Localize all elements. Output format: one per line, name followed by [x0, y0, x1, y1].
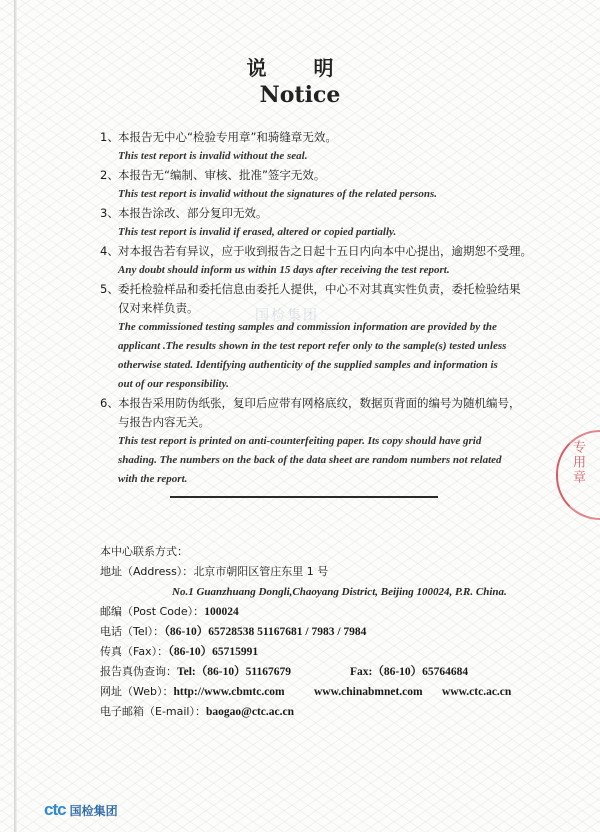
fax-label: 传真（Fax）：: [100, 645, 169, 658]
notice-number: 5、: [100, 282, 119, 296]
postcode-value: 100024: [204, 606, 239, 618]
notice-item: [100, 204, 540, 242]
fax-value: （86-10）65715991: [168, 646, 259, 658]
notice-english-text: otherwise stated. Identifying authenticity of the supplied samples and information is: [118, 359, 498, 371]
footer-logo: [44, 800, 118, 820]
verify-label: 报告真伪查询：: [100, 665, 177, 678]
web-link-ctc[interactable]: www.ctc.ac.cn: [442, 686, 512, 698]
background-watermark: 国检集团: [255, 308, 319, 324]
notice-chinese-text: 对本报告若有异议，应于收到报告之日起十五日内向本中心提出，逾期恕不受理。: [118, 244, 532, 258]
notice-number: 3、: [100, 206, 119, 220]
web-link-chinabmnet[interactable]: www.chinabmnet.com: [314, 686, 423, 698]
section-divider: [170, 496, 438, 498]
tel-label: 电话（Tel）：: [100, 625, 165, 638]
web-link-cbmtc[interactable]: http://www.cbmtc.com: [173, 686, 285, 698]
notice-english-text: shading. The numbers on the back of the data sheet are random numbers not related: [118, 454, 502, 466]
notice-chinese-text: 本报告采用防伪纸张，复印后应带有网格底纹，数据页背面的编号为随机编号，: [118, 396, 521, 410]
postcode-label: 邮编（Post Code）：: [100, 605, 205, 618]
notice-chinese-text: 委托检验样品和委托信息由委托人提供，中心不对其真实性负责，委托检验结果: [118, 282, 521, 296]
verify-row: [100, 662, 540, 682]
notice-english-text: out of our responsibility.: [118, 378, 229, 390]
notice-english-text: This test report is invalid without the seal.: [118, 150, 308, 162]
address-chinese: 北京市朝阳区管庄东里 1 号: [193, 565, 329, 578]
email-label: 电子邮箱（E-mail）：: [100, 705, 206, 718]
notice-chinese-line: [100, 166, 540, 185]
notice-english-text: This test report is printed on anti-counterfeiting paper. Its copy should have grid: [118, 435, 482, 447]
notice-number: 2、: [100, 168, 119, 182]
postcode-row: [100, 602, 540, 622]
address-english-row: [100, 582, 540, 602]
contact-section: [100, 542, 540, 722]
notice-item: [100, 394, 540, 489]
notice-number: 1、: [100, 130, 119, 144]
fax-row: [100, 642, 540, 662]
notice-chinese-line: [100, 128, 540, 147]
tel-row: [100, 622, 540, 642]
email-value[interactable]: baogao@ctc.ac.cn: [206, 706, 294, 718]
title-chinese: 说 明: [246, 56, 354, 80]
verify-tel: Tel:（86-10）51167679: [177, 666, 291, 678]
title-english: Notice: [259, 82, 341, 108]
notice-english-text: This test report is invalid without the signatures of the related persons.: [118, 188, 438, 200]
notice-chinese-line: [100, 280, 540, 299]
notice-english-text: Any doubt should inform us within 15 days after receiving the test report.: [118, 264, 450, 276]
notice-number: [100, 413, 118, 432]
notice-item: [100, 166, 540, 204]
verify-fax: Fax:（86-10）65764684: [350, 666, 469, 678]
notice-number: 6、: [100, 396, 119, 410]
notice-english-text: with the report.: [118, 473, 188, 485]
address-english: No.1 Guanzhuang Dongli,Chaoyang District, Beijing 100024, P.R. China.: [172, 586, 507, 598]
address-label: 地址（Address）：: [100, 565, 194, 578]
notice-chinese-text: 本报告无“编制、审核、批准”签字无效。: [118, 168, 326, 182]
notice-chinese-text: 本报告涂改、部分复印无效。: [118, 206, 268, 220]
notice-chinese-text: 本报告无中心“检验专用章”和骑缝章无效。: [118, 130, 337, 144]
notice-item: [100, 280, 540, 394]
notice-chinese-text: 仅对来样负责。: [118, 301, 199, 315]
notice-chinese-line: [100, 242, 540, 261]
notice-chinese-line: [100, 204, 540, 223]
notice-chinese-line: [100, 394, 540, 413]
notice-chinese-line: [100, 299, 540, 318]
tel-value: （86-10）65728538 51167681 / 7983 / 7984: [164, 626, 367, 638]
seal-text: 专用章: [570, 440, 585, 485]
web-row: [100, 682, 540, 702]
notice-list: [100, 128, 540, 489]
notice-english-text: This test report is invalid if erased, altered or copied partially.: [118, 226, 397, 238]
notice-number: [100, 299, 118, 318]
notice-english-text: The commissioned testing samples and commission information are provided by the: [118, 321, 497, 333]
contact-heading: 本中心联系方式：: [100, 545, 188, 558]
page-left-edge: [14, 0, 17, 832]
email-row: [100, 702, 540, 722]
notice-chinese-line: [100, 413, 540, 432]
notice-number: 4、: [100, 244, 119, 258]
notice-chinese-text: 与报告内容无关。: [118, 415, 210, 429]
notice-item: [100, 242, 540, 280]
web-label: 网址（Web）：: [100, 685, 174, 698]
logo-company-name: 国检集团: [69, 803, 118, 818]
address-row: [100, 562, 540, 582]
notice-english-text: applicant .The results shown in the test report refer only to the sample(s) tested unless: [118, 340, 507, 352]
ctc-logo-icon: ctc: [44, 800, 66, 819]
notice-item: [100, 128, 540, 166]
